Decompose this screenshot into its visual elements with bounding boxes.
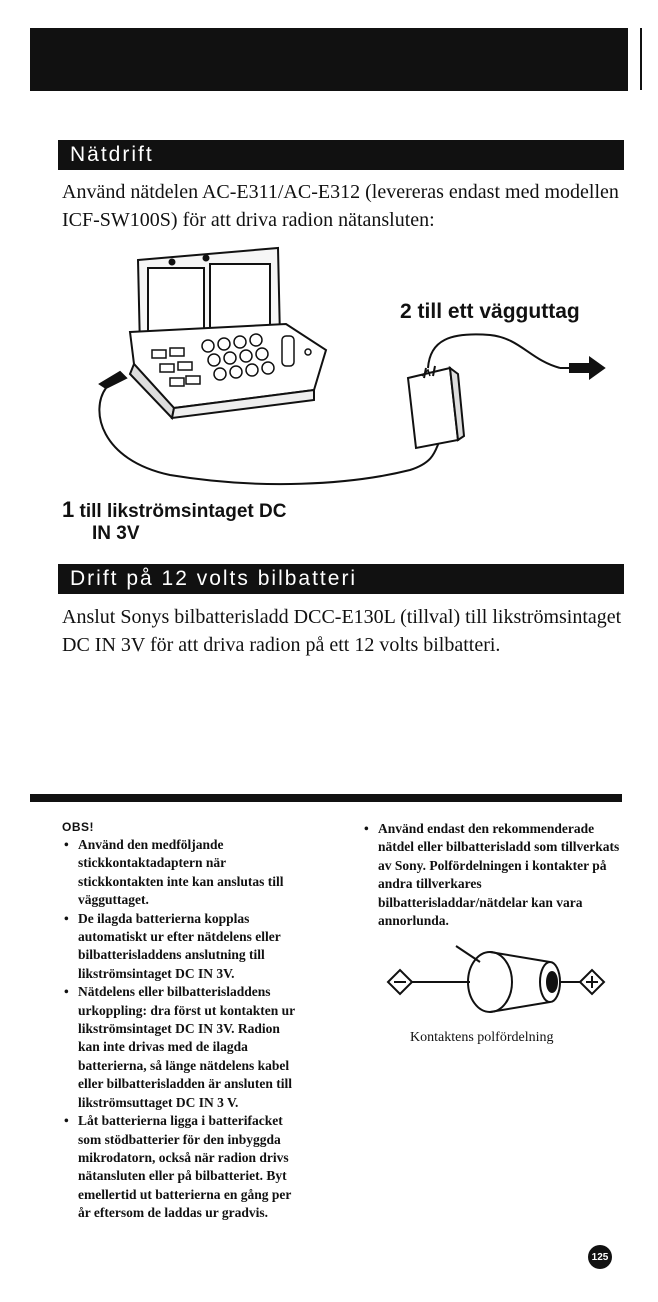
section-heading-car-battery [58, 564, 624, 594]
dc-input-label-line2: IN 3V [92, 523, 140, 544]
connection-illustration [90, 240, 630, 530]
step-number: 1 [62, 497, 75, 522]
wall-outlet-label [400, 300, 580, 324]
divider-rule [30, 794, 622, 802]
mains-paragraph: Använd nätdelen AC-E311/AC-E312 (levereras endast med modellen ICF-SW100S) för att driva radion nätansluten: [62, 181, 619, 231]
note-item: • Använd endast den rekommenderade nätdel eller bilbatterisladd som tillverkats av Sony. Polfördelningen i kontakter på andra tillverkares bilbatterisladdar/nätdelar kan vara annorlunda. [362, 820, 622, 930]
page-number: 125 [588, 1245, 612, 1269]
step-text: till likströmsintaget DC [79, 501, 287, 522]
note-item: • Använd den medföljande stickkontaktadaptern när stickkontakten inte kan anslutas till vägguttaget. [62, 836, 302, 910]
notes-right-column [362, 820, 622, 930]
dc-input-label [62, 497, 286, 523]
step-number: 2 [400, 300, 412, 323]
notes-heading: OBS! [62, 820, 94, 834]
header-band [30, 28, 628, 91]
step-text: till ett vägguttag [417, 300, 580, 323]
note-item: • De ilagda batterierna kopplas automatiskt ur efter nätdelens eller bilbatterisladdens anslutning till likströmsintaget DC IN 3V. [62, 910, 302, 984]
section-title: Drift på 12 volts bilbatteri [70, 567, 358, 590]
section-heading-mains [58, 140, 624, 170]
polarity-diagram [370, 940, 630, 1030]
notes-left-column [62, 836, 302, 1223]
header-edge [640, 28, 642, 90]
section-title: Nätdrift [70, 143, 154, 166]
note-item: • Låt batterierna ligga i batterifacket som stödbatterier för den inbyggda mikrodatorn, också när radion drivs nätansluten eller på bilbatteriet. Byt emellertid ut batterierna en gång per år eftersom de laddas ur gradvis. [62, 1112, 302, 1222]
polarity-caption: Kontaktens polfördelning [410, 1030, 554, 1045]
note-item: • Nätdelens eller bilbatterisladdens urkoppling: dra först ut kontakten ur likströmsintaget DC IN 3V. Radion kan inte drivas med de ilagda batterierna, så länge nätdelens kabel eller bilbatterisladden är ansluten till likströmsuttaget DC IN 3 V. [62, 983, 302, 1112]
car-battery-paragraph: Anslut Sonys bilbatterisladd DCC-E130L (tillval) till likströmsintaget DC IN 3V för att driva radion på ett 12 volts bilbatteri. [62, 606, 622, 656]
